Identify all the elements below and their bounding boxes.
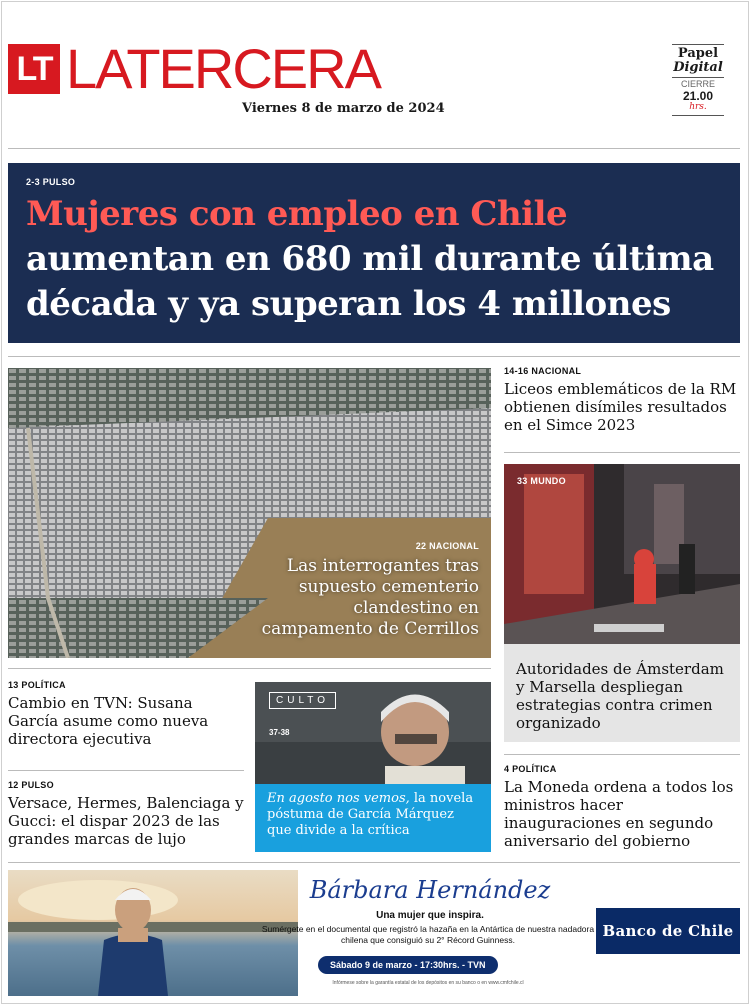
ad-schedule: Sábado 9 de marzo - 17:30hrs. - TVN: [318, 956, 498, 974]
culto-pages: 37-38: [269, 728, 290, 737]
edition-date: Viernes 8 de marzo de 2024: [242, 101, 445, 116]
story-headline: La Moneda ordena a todos los ministros hacer inauguraciones en segundo aniversario del gobierno: [504, 778, 734, 850]
story-tvn[interactable]: [8, 680, 244, 748]
culto-caption-title: En agosto nos vemos,: [267, 791, 410, 806]
story-kicker: 4 POLÍTICA: [504, 764, 557, 774]
logo-mark: LT: [8, 44, 60, 94]
story-headline: Versace, Hermes, Balenciaga y Gucci: el dispar 2023 de las grandes marcas de lujo: [8, 794, 244, 848]
story-lujo[interactable]: [8, 780, 244, 848]
logo-wordmark: LATERCERA: [66, 37, 380, 100]
papel-line2: Digital: [672, 61, 724, 78]
street-photo: [504, 464, 740, 644]
culto-caption-text: la novela póstuma de García Márquez que divide a la crítica: [267, 791, 474, 838]
advertisement[interactable]: [8, 870, 740, 996]
story-kicker: 12 PULSO: [8, 780, 54, 790]
divider: [8, 356, 740, 357]
cierre-time: 21.00: [682, 89, 714, 103]
divider: [8, 148, 740, 149]
mundo-headline: Autoridades de Ámsterdam y Marsella despliegan estrategias contra crimen organizado: [516, 660, 724, 732]
photo-story-headline: Las interrogantes tras supuesto cementerio clandestino en campamento de Cerrillos: [261, 556, 479, 639]
story-la-moneda[interactable]: [504, 764, 740, 850]
story-headline: Cambio en TVN: Susana García asume como nueva directora ejecutiva: [8, 694, 209, 748]
cierre-unit: hrs.: [689, 102, 707, 112]
lead-headline-highlight: Mujeres con empleo en Chile: [26, 194, 568, 234]
story-liceos[interactable]: [504, 366, 740, 434]
newspaper-logo[interactable]: [8, 37, 380, 100]
ad-subtitle: Una mujer que inspira.: [376, 910, 484, 921]
mundo-story[interactable]: [504, 644, 740, 742]
story-kicker: 14-16 NACIONAL: [504, 366, 582, 376]
lead-headline: [26, 192, 722, 327]
mundo-photo[interactable]: [504, 464, 740, 644]
ad-fine-print: Infórmese sobre la garantía estatal de los depósitos en su banco o en www.cmfchile.cl: [332, 980, 524, 986]
photo-story-text: [239, 541, 479, 640]
ad-title: Bárbara Hernández: [309, 876, 551, 904]
story-headline: Liceos emblemáticos de la RM obtienen disímiles resultados en el Simce 2023: [504, 380, 737, 434]
culto-logo: CULTO: [269, 692, 336, 709]
photo-story[interactable]: [8, 368, 491, 658]
story-kicker: 13 POLÍTICA: [8, 680, 66, 690]
divider: [8, 668, 491, 669]
divider: [8, 770, 244, 771]
bank-logo[interactable]: Banco de Chile: [596, 908, 740, 954]
ad-body: Sumérgete en el documental que registró la hazaña en la Antártica de nuestra nadadora chilena que consiguió su 2° Récord Guinness.: [261, 924, 595, 945]
divider: [504, 754, 740, 755]
lead-story[interactable]: [8, 163, 740, 343]
culto-caption[interactable]: [255, 784, 491, 852]
mundo-kicker: 33 MUNDO: [517, 476, 566, 486]
papel-line1: Papel: [677, 46, 719, 61]
divider: [8, 862, 740, 863]
photo-story-kicker: 22 NACIONAL: [415, 541, 479, 551]
lead-kicker: 2-3 PULSO: [26, 177, 76, 187]
cierre-label: CIERRE: [680, 79, 715, 89]
papel-digital-badge: [672, 44, 724, 116]
divider: [504, 452, 740, 453]
lead-headline-main: aumentan en 680 mil durante última década y ya superan los 4 millones: [26, 239, 714, 324]
